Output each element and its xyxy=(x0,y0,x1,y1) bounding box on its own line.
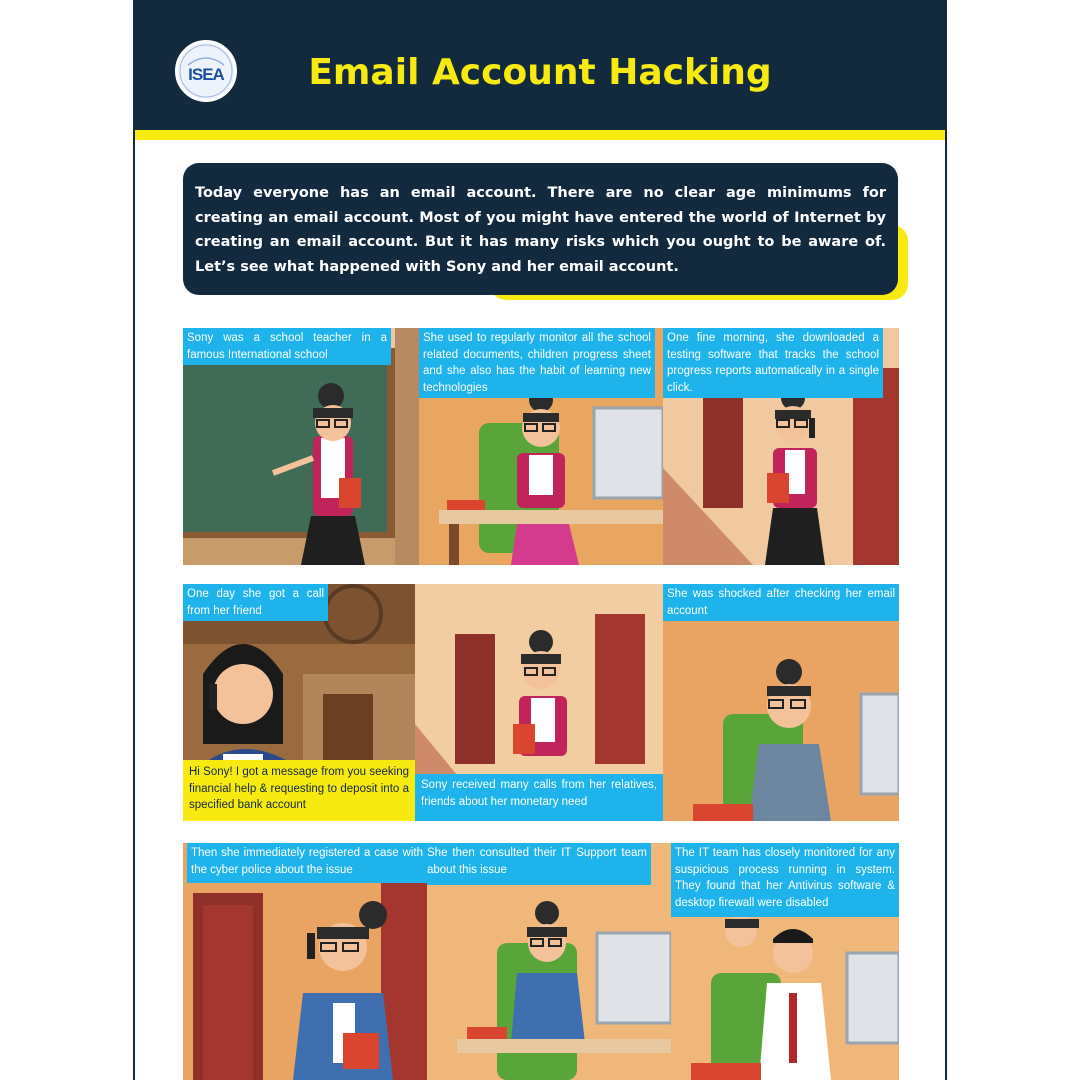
comic-panel-3 xyxy=(663,328,899,565)
poster-page xyxy=(133,0,947,1080)
comic-panel-2 xyxy=(419,328,663,565)
intro-text-box: Today everyone has an email account. There are no clear age minimums for creating an email account. Most of you might have entered the world of Internet by creating an email account. But it has many risks which you ought to be aware of. Let’s see what happened with Sony and her email account. xyxy=(183,163,898,295)
panel-4-speech: Hi Sony! I got a message from you seeking financial help & requesting to deposit into a specified bank account xyxy=(183,760,415,821)
comic-panel-9 xyxy=(671,843,899,1080)
comic-panel-4 xyxy=(183,584,415,821)
header-accent-strip xyxy=(135,130,945,140)
panel-8-caption: She then consulted their IT Support team about this issue xyxy=(427,843,651,885)
comic-panel-8 xyxy=(427,843,671,1080)
comic-panel-6 xyxy=(663,584,899,821)
page-title: Email Account Hacking xyxy=(308,52,772,93)
header-bar xyxy=(135,0,945,130)
comic-panel-7 xyxy=(183,843,427,1080)
svg-text:ISEA: ISEA xyxy=(188,65,224,84)
panel-4-caption: One day she got a call from her friend xyxy=(183,584,328,621)
panel-3-caption: One fine morning, she downloaded a testing software that tracks the school progress reports automatically in a single click. xyxy=(663,328,883,398)
panel-1-caption: Sony was a school teacher in a famous International school xyxy=(183,328,391,365)
comic-panel-1 xyxy=(183,328,419,565)
comic-panel-5 xyxy=(415,584,663,821)
panel-5-caption: Sony received many calls from her relatives, friends about her monetary need xyxy=(415,774,663,821)
panel-6-caption: She was shocked after checking her email account xyxy=(663,584,899,621)
panel-2-caption: She used to regularly monitor all the school related documents, children progress sheet and she also has the habit of learning new technologies xyxy=(419,328,655,398)
panel-9-caption: The IT team has closely monitored for any suspicious process running in system. They found that her Antivirus software & desktop firewall were disabled xyxy=(671,843,899,917)
panel-7-caption: Then she immediately registered a case with the cyber police about the issue xyxy=(187,843,427,883)
